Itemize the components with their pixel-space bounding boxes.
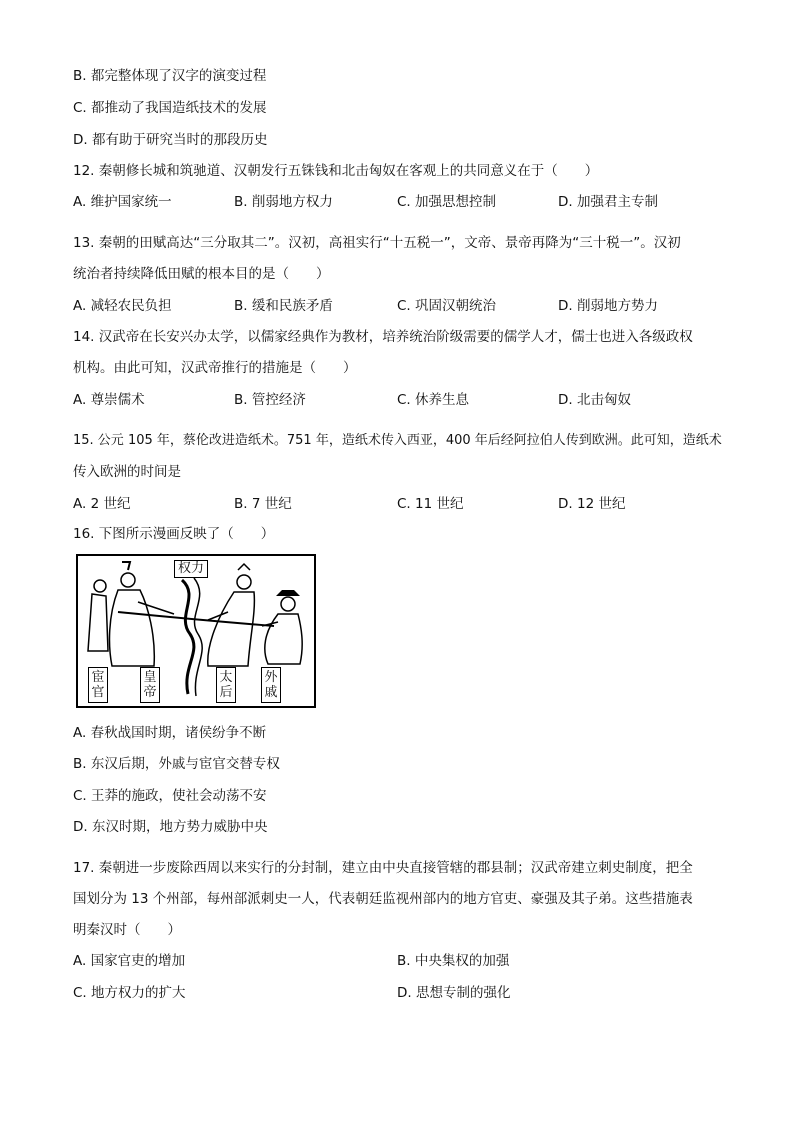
q13-stem-line1: 13. 秦朝的田赋高达“三分取其二”。汉初，高祖实行“十五税一”，文帝、景帝再降为“三十税一”。汉初 bbox=[73, 235, 681, 251]
q14-stem-line2: 机构。由此可知，汉武帝推行的措施是（ ） bbox=[73, 360, 357, 376]
cartoon-label-consort-clan: 外戚 bbox=[261, 667, 281, 703]
q17-stem-line1: 17. 秦朝进一步废除西周以来实行的分封制，建立由中央直接管辖的郡县制；汉武帝建立刺史制度，把全 bbox=[73, 860, 693, 876]
q13-option-b: B. 缓和民族矛盾 bbox=[234, 298, 333, 314]
q15-option-c: C. 11 世纪 bbox=[397, 496, 464, 512]
q16-option-c: C. 王莽的施政，使社会动荡不安 bbox=[73, 788, 267, 804]
q14-stem-line1: 14. 汉武帝在长安兴办太学，以儒家经典作为教材，培养统治阶级需要的儒学人才，儒士也进入各级政权 bbox=[73, 329, 693, 345]
q16-stem: 16. 下图所示漫画反映了（ ） bbox=[73, 526, 275, 542]
q13-stem-line2: 统治者持续降低田赋的根本目的是（ ） bbox=[73, 266, 330, 282]
q12-option-c: C. 加强思想控制 bbox=[397, 194, 497, 210]
q17-option-a: A. 国家官吏的增加 bbox=[73, 953, 186, 969]
q12-option-a: A. 维护国家统一 bbox=[73, 194, 172, 210]
q17-stem-line2: 国划分为 13 个州部，每州部派刺史一人，代表朝廷监视州部内的地方官吏、豪强及其子弟。这些措施表 bbox=[73, 891, 693, 907]
q12-stem: 12. 秦朝修长城和筑驰道、汉朝发行五铢钱和北击匈奴在客观上的共同意义在于（ ） bbox=[73, 163, 599, 179]
q16-option-a: A. 春秋战国时期，诸侯纷争不断 bbox=[73, 725, 267, 741]
q13-option-d: D. 削弱地方势力 bbox=[558, 298, 658, 314]
q14-option-a: A. 尊崇儒术 bbox=[73, 392, 145, 408]
q11-option-b: B. 都完整体现了汉字的演变过程 bbox=[73, 68, 267, 84]
q15-option-b: B. 7 世纪 bbox=[234, 496, 292, 512]
q14-option-c: C. 休养生息 bbox=[397, 392, 470, 408]
q11-option-d: D. 都有助于研究当时的那段历史 bbox=[73, 132, 268, 148]
q17-option-d: D. 思想专制的强化 bbox=[397, 985, 511, 1001]
q17-stem-line3: 明秦汉时（ ） bbox=[73, 922, 181, 938]
q12-option-b: B. 削弱地方权力 bbox=[234, 194, 333, 210]
q13-option-c: C. 巩固汉朝统治 bbox=[397, 298, 497, 314]
q14-option-d: D. 北击匈奴 bbox=[558, 392, 631, 408]
q17-option-b: B. 中央集权的加强 bbox=[397, 953, 510, 969]
cartoon-label-emperor: 皇帝 bbox=[140, 667, 160, 703]
q11-option-c: C. 都推动了我国造纸技术的发展 bbox=[73, 100, 267, 116]
q14-option-b: B. 管控经济 bbox=[234, 392, 306, 408]
cartoon-power-label: 权力 bbox=[174, 560, 208, 578]
cartoon-label-eunuch: 宦官 bbox=[88, 667, 108, 703]
q15-option-d: D. 12 世纪 bbox=[558, 496, 626, 512]
cartoon-label-empress-dowager: 太后 bbox=[216, 667, 236, 703]
q13-option-a: A. 减轻农民负担 bbox=[73, 298, 172, 314]
q16-option-d: D. 东汉时期，地方势力威胁中央 bbox=[73, 819, 268, 835]
q16-option-b: B. 东汉后期，外戚与宦官交替专权 bbox=[73, 756, 280, 772]
q15-option-a: A. 2 世纪 bbox=[73, 496, 131, 512]
q17-option-c: C. 地方权力的扩大 bbox=[73, 985, 186, 1001]
power-struggle-cartoon bbox=[76, 554, 316, 708]
q15-stem-line2: 传入欧洲的时间是 bbox=[73, 464, 181, 480]
q15-stem-line1: 15. 公元 105 年，蔡伦改进造纸术。751 年，造纸术传入西亚，400 年后经阿拉伯人传到欧洲。此可知，造纸术 bbox=[73, 433, 722, 448]
q12-option-d: D. 加强君主专制 bbox=[558, 194, 658, 210]
